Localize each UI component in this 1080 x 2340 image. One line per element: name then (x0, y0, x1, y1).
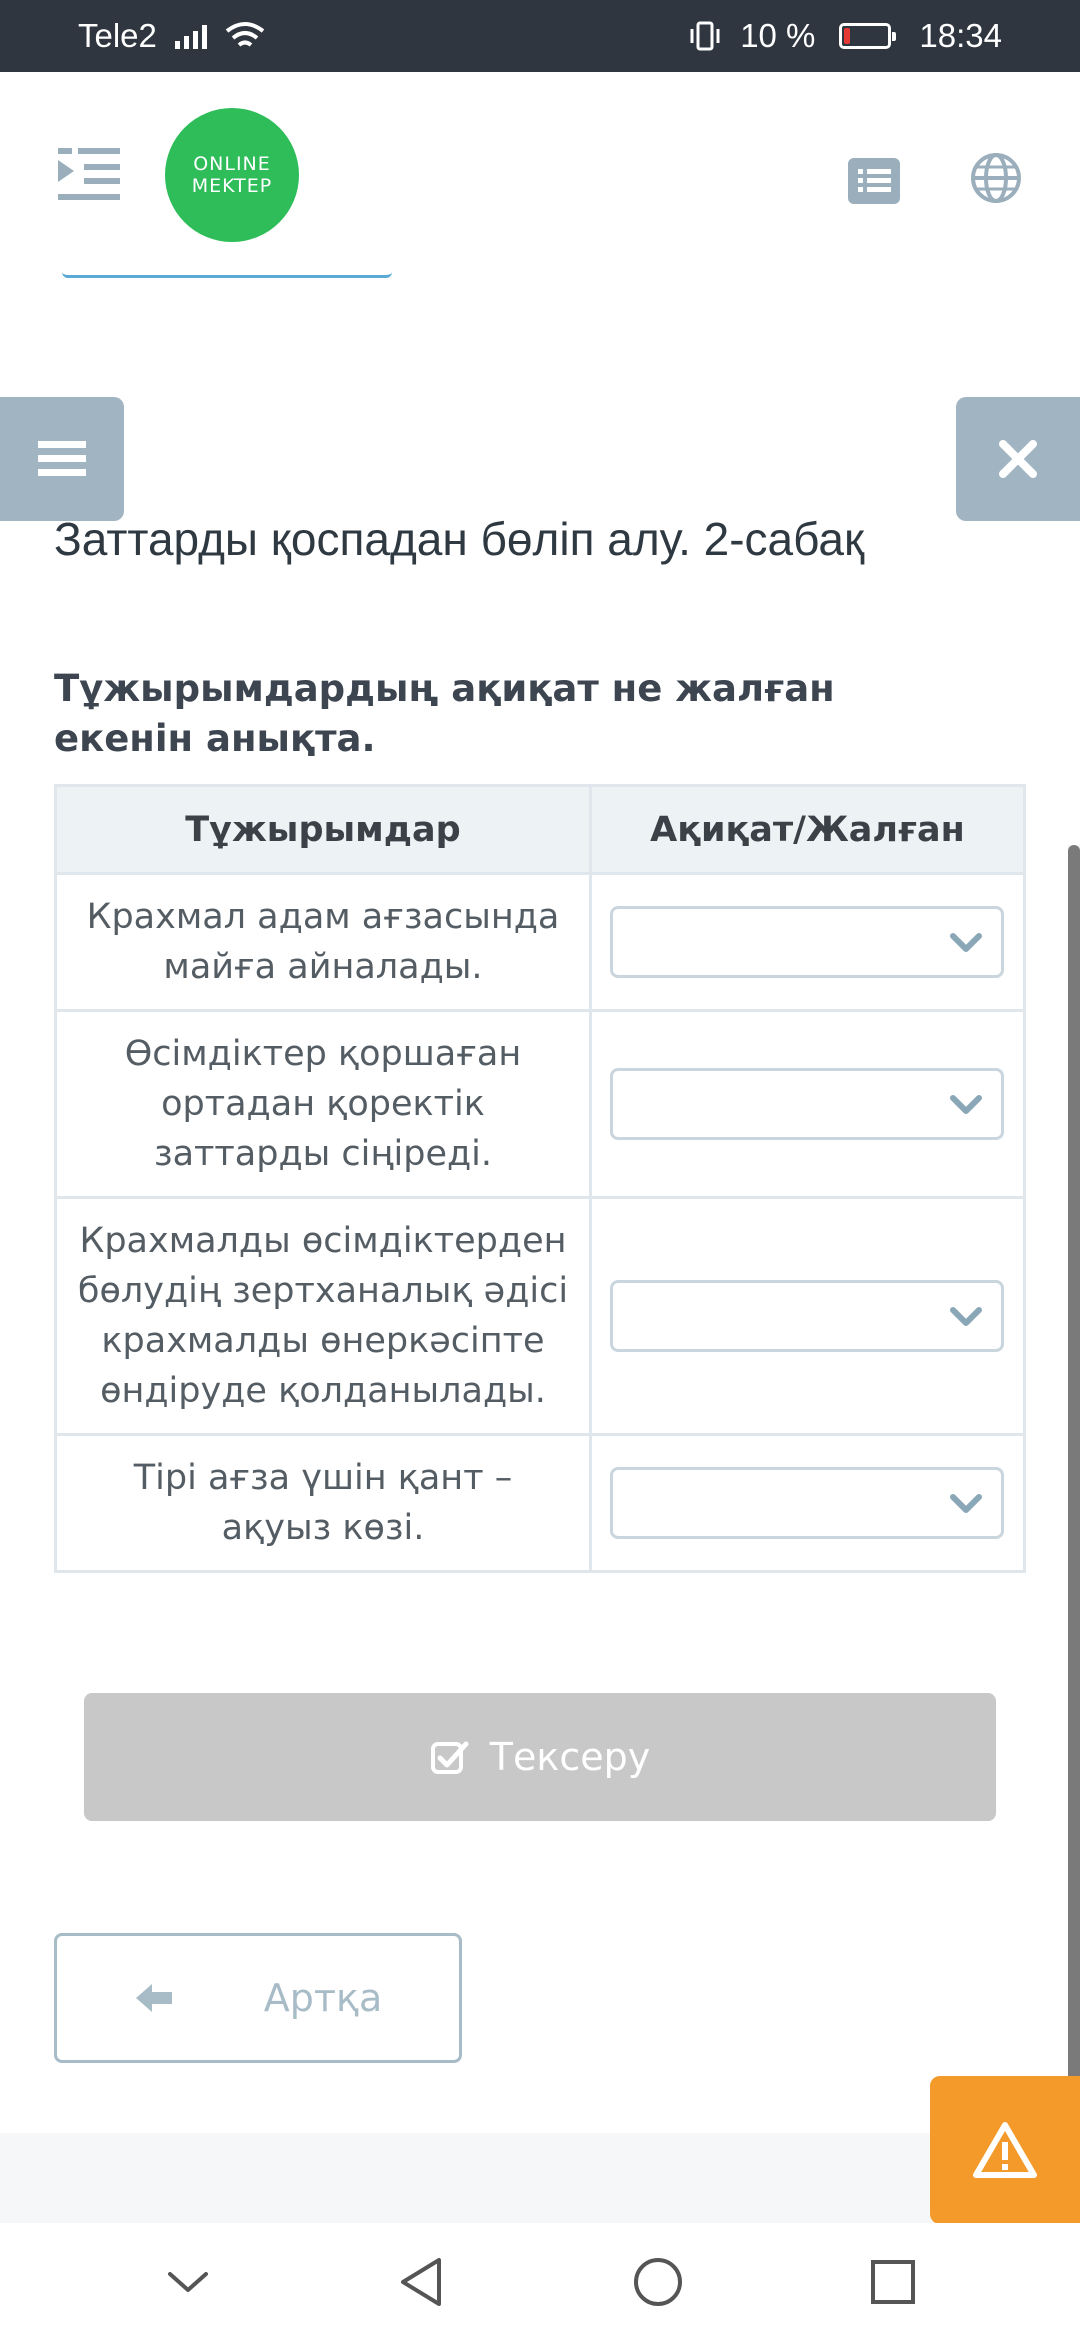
page-title: Заттарды қоспадан бөліп алу. 2-сабақ (54, 513, 865, 565)
page-footer-band (0, 2133, 1080, 2223)
close-icon (998, 439, 1038, 479)
status-left (78, 17, 265, 55)
list-icon[interactable] (848, 158, 900, 204)
logo-line-2: MEKTEP (191, 175, 273, 197)
signal-icon (175, 23, 207, 49)
header-underline (62, 272, 392, 278)
table-row (56, 1198, 1025, 1435)
table-row (56, 874, 1025, 1011)
battery-icon (839, 23, 891, 49)
answer-select[interactable] (610, 906, 1004, 978)
wifi-icon (225, 21, 265, 51)
statement-cell: Өсімдіктер қоршаған ортадан қоректік заттарды сіңіреді. (56, 1011, 591, 1198)
check-button[interactable] (84, 1693, 996, 1821)
column-header-statements: Тұжырымдар (56, 786, 591, 874)
arrow-left-icon (134, 1982, 174, 2014)
chevron-down-icon (949, 1492, 983, 1516)
check-button-label: Тексеру (489, 1735, 651, 1779)
lesson-menu-button[interactable] (0, 397, 124, 521)
sidebar-toggle-icon[interactable] (54, 144, 120, 204)
nav-recents-icon[interactable] (865, 2254, 921, 2310)
answer-select[interactable] (610, 1280, 1004, 1352)
chevron-down-icon[interactable] (160, 2254, 216, 2310)
table-row (56, 1435, 1025, 1572)
column-header-true-false: Ақиқат/Жалған (591, 786, 1025, 874)
chevron-down-icon (949, 1093, 983, 1117)
answer-select[interactable] (610, 1467, 1004, 1539)
chevron-down-icon (949, 931, 983, 955)
close-button[interactable] (956, 397, 1080, 521)
answer-cell (591, 874, 1025, 1011)
hamburger-icon (36, 437, 88, 481)
scrollbar-thumb[interactable] (1068, 845, 1080, 2110)
chevron-down-icon (949, 1305, 983, 1329)
nav-back-icon[interactable] (395, 2254, 451, 2310)
statement-cell: Крахмал адам ағзасында майға айналады. (56, 874, 591, 1011)
status-right (688, 17, 1002, 55)
back-button[interactable] (54, 1933, 462, 2063)
vibrate-icon (688, 21, 722, 51)
answer-cell (591, 1435, 1025, 1572)
system-nav-bar (0, 2223, 1080, 2340)
app-header (0, 72, 1080, 282)
answer-select[interactable] (610, 1068, 1004, 1140)
carrier-name: Tele2 (78, 17, 157, 54)
globe-icon[interactable] (970, 152, 1022, 204)
task-instruction: Тұжырымдардың ақиқат не жалған екенін анықта. (54, 667, 835, 760)
battery-percent: 10 % (740, 17, 816, 54)
logo-line-1: ONLINE (193, 153, 271, 175)
table-row (56, 1011, 1025, 1198)
statement-cell: Крахмалды өсімдіктерден бөлудің зертханалық әдісі крахмалды өнеркәсіпте өндіруде қолданылады. (56, 1198, 591, 1435)
status-bar (0, 0, 1080, 72)
table-header-row (56, 786, 1025, 874)
report-problem-button[interactable] (930, 2076, 1080, 2224)
back-button-label: Артқа (263, 1976, 383, 2020)
nav-home-icon[interactable] (630, 2254, 686, 2310)
clock: 18:34 (919, 17, 1002, 54)
checkbox-check-icon (430, 1738, 470, 1776)
true-false-table (54, 784, 1026, 1573)
online-mektep-logo[interactable] (165, 108, 299, 242)
answer-cell (591, 1011, 1025, 1198)
answer-cell (591, 1198, 1025, 1435)
statement-cell: Тірі ағза үшін қант – ақуыз көзі. (56, 1435, 591, 1572)
warning-icon (972, 2120, 1038, 2180)
